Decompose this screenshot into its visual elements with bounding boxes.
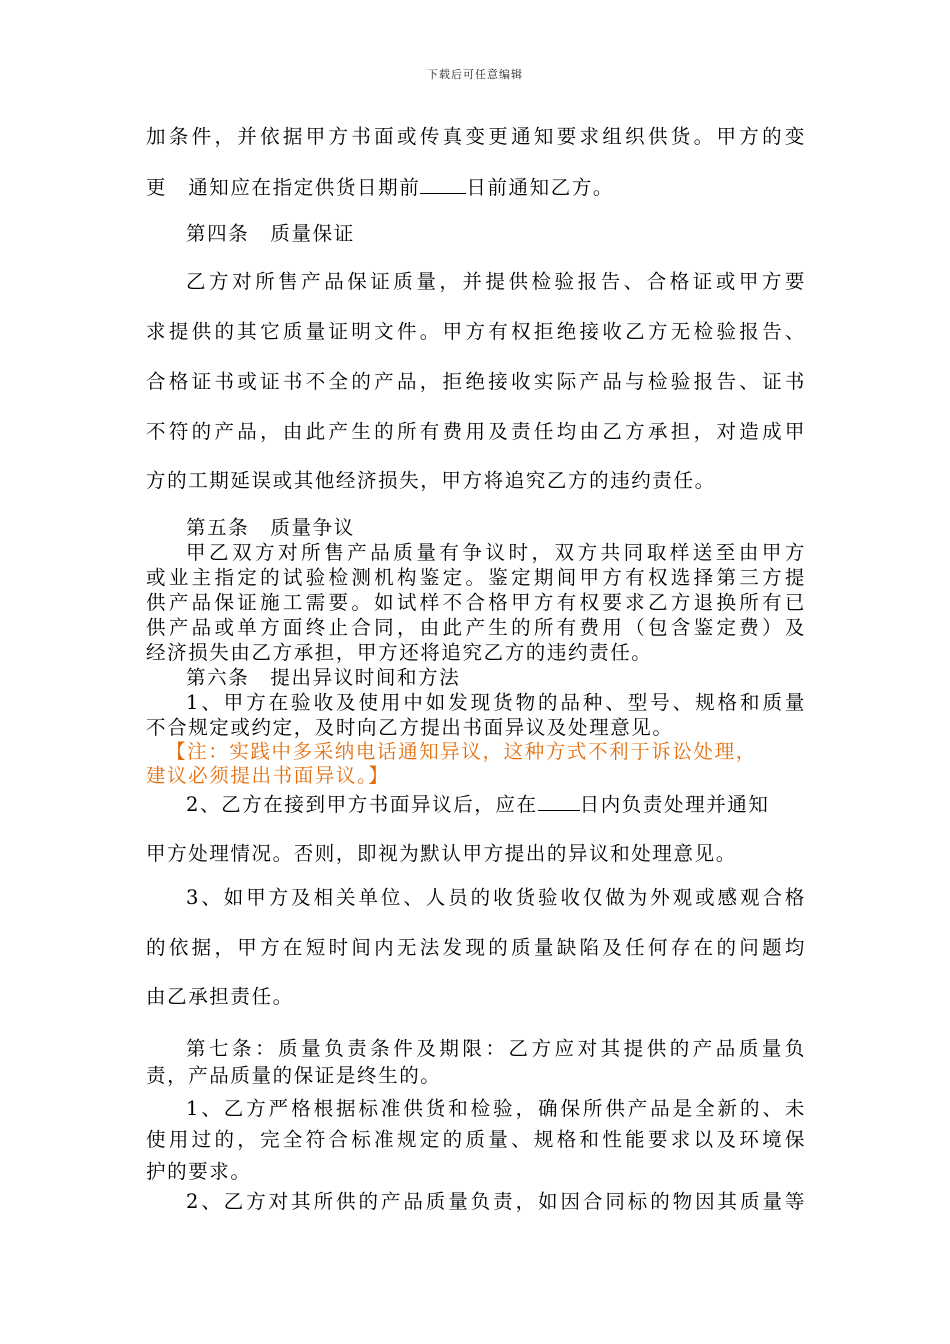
text-line: 方的工期延误或其他经济损失，甲方将追究乙方的违约责任。 [146,469,716,492]
text-line: 加条件，并依据甲方书面或传真变更通知要求组织供货。甲方的变 [146,125,806,148]
text-line: 3、如甲方及相关单位、人员的收货验收仅做为外观或感观合格 [186,886,806,909]
text-line: 乙方对所售产品保证质量，并提供检验报告、合格证或甲方要 [186,270,806,293]
text-line: 2、乙方对其所供的产品质量负责，如因合同标的物因其质量等 [186,1190,806,1213]
text-line: 护的要求。 [146,1160,252,1183]
section-heading: 第四条 质量保证 [186,222,355,245]
text-line: 甲方处理情况。否则，即视为默认甲方提出的异议和处理意见。 [146,842,737,865]
text-line: 的依据，甲方在短时间内无法发现的质量缺陷及任何存在的问题均 [146,936,806,959]
text-line: 1、乙方严格根据标准供货和检验，确保所供产品是全新的、未 [186,1097,806,1120]
text-line: 1、甲方在验收及使用中如发现货物的品种、型号、规格和质量 [186,691,806,714]
text-line: 甲乙双方对所售产品质量有争议时，双方共同取样送至由甲方 [186,541,806,564]
text-line: 由乙承担责任。 [146,985,294,1008]
text-line: 供产品保证施工需要。如试样不合格甲方有权要求乙方退换所有已 [146,591,806,614]
fill-in-blank [538,792,580,811]
text-line: 合格证书或证书不全的产品，拒绝接收实际产品与检验报告、证书 [146,370,806,393]
page-header: 下载后可任意编辑 [427,68,523,81]
text-line: 更 通知应在指定供货日期前 日前通知乙方。 [146,176,615,199]
text-line: 或业主指定的试验检测机构鉴定。鉴定期间甲方有权选择第三方提 [146,566,806,589]
section-heading: 第五条 质量争议 [186,516,355,539]
text-line: 经济损失由乙方承担，甲方还将追究乙方的违约责任。 [146,641,653,664]
text-line: 供产品或单方面终止合同，由此产生的所有费用（包含鉴定费）及 [146,616,806,639]
section-heading: 第六条 提出异议时间和方法 [186,666,461,689]
text-line: 2、乙方在接到甲方书面异议后，应在 日内负责处理并通知 [186,793,770,816]
text-line: 使用过的，完全符合标准规定的质量、规格和性能要求以及环境保 [146,1128,806,1151]
text-line: 责，产品质量的保证是终生的。 [146,1064,442,1087]
section-heading: 第七条：质量负责条件及期限：乙方应对其提供的产品质量负 [186,1037,806,1060]
text-line: 不符的产品，由此产生的所有费用及责任均由乙方承担，对造成甲 [146,420,806,443]
text-line: 求提供的其它质量证明文件。甲方有权拒绝接收乙方无检验报告、 [146,320,806,343]
note-line: 建议必须提出书面异议。】 [146,764,390,787]
note-line: 【注：实践中多采纳电话通知异议，这种方式不利于诉讼处理， [166,740,757,763]
text-line: 不合规定或约定，及时向乙方提出书面异议及处理意见。 [146,716,674,739]
fill-in-blank [420,175,466,194]
